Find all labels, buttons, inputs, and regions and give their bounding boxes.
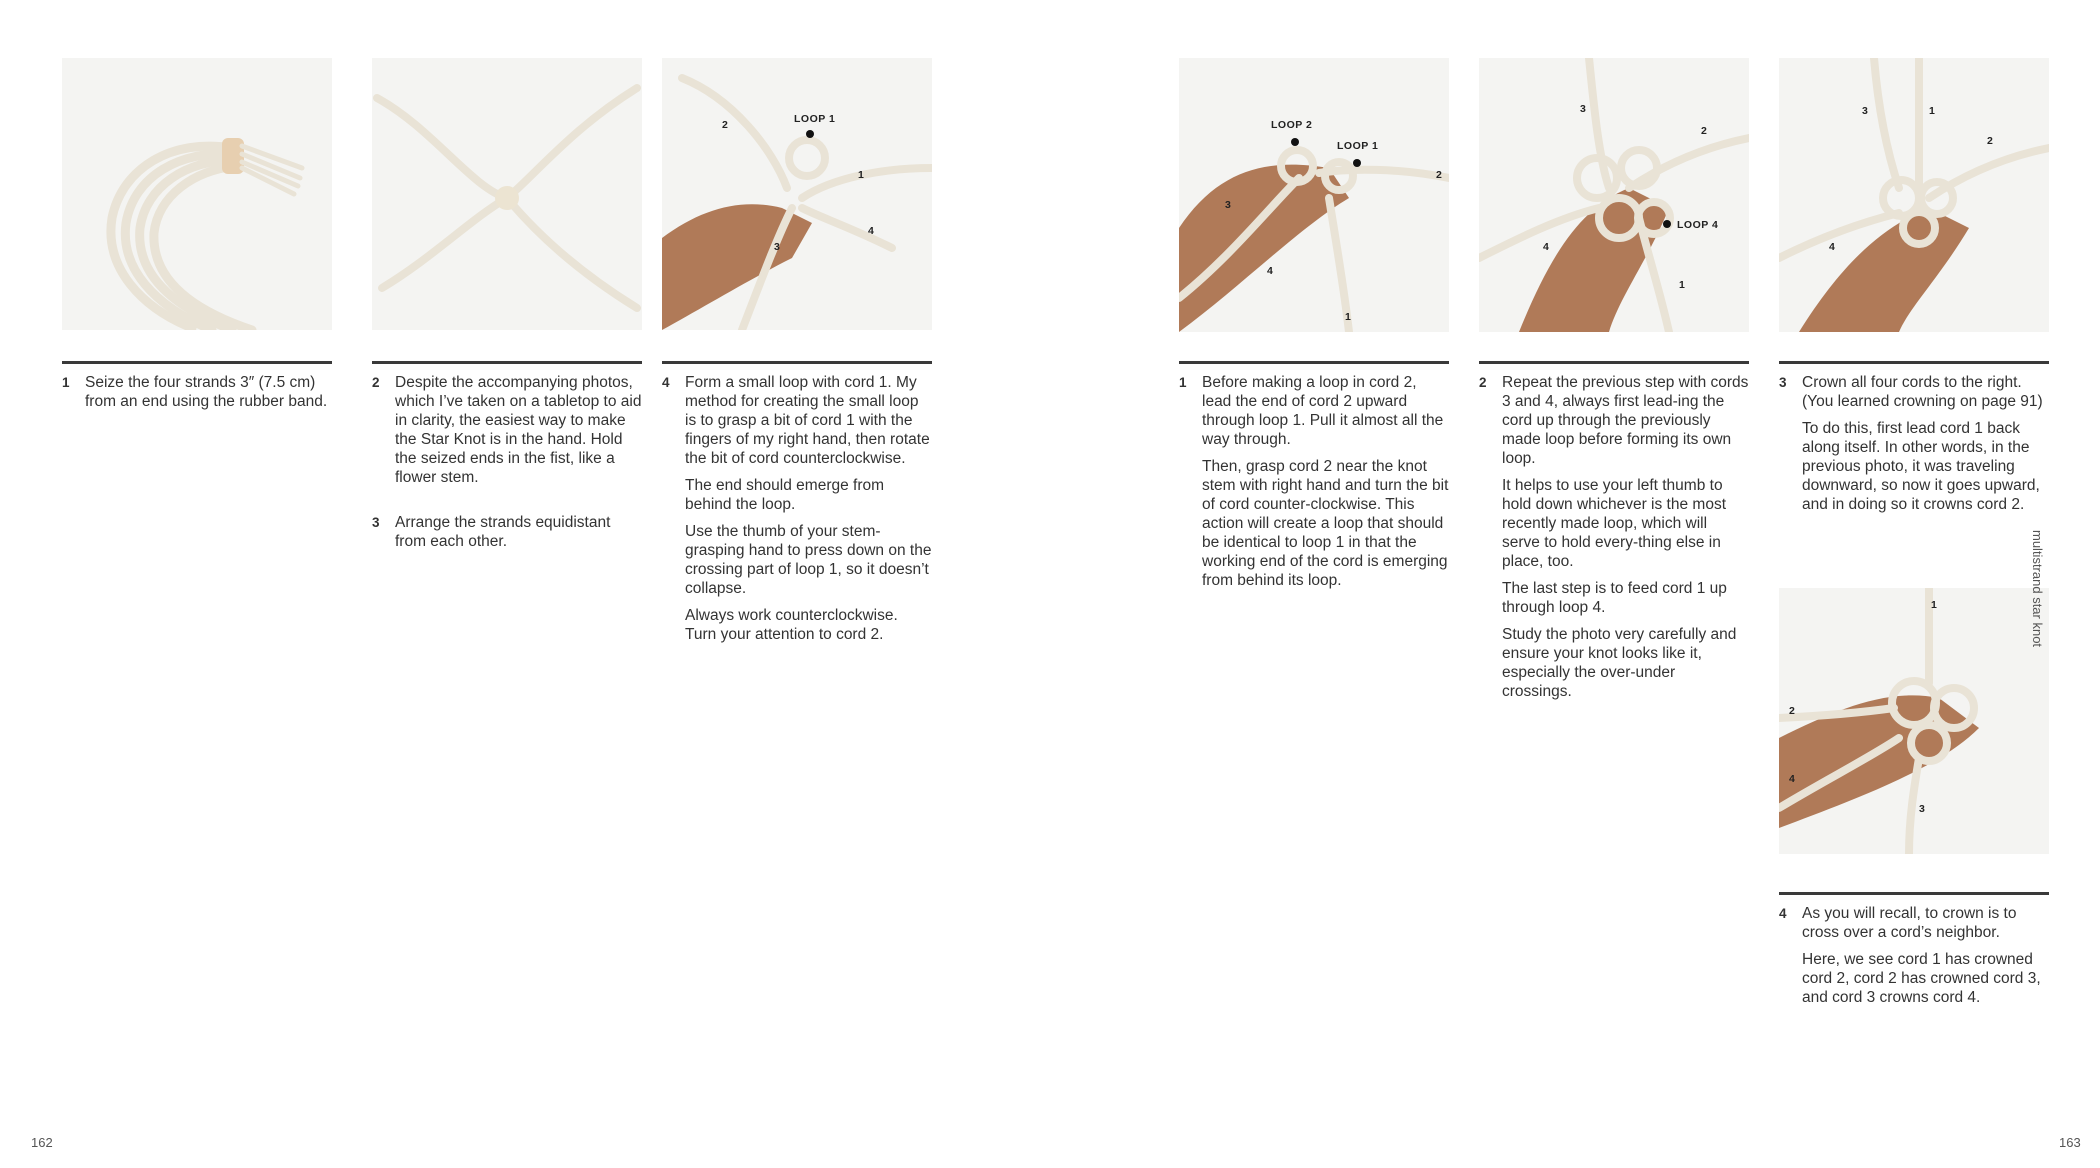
step-text: It helps to use your left thumb to hold down whichever is the most recently made loop, which will serve to hold every-thing else in place, too. [1502, 477, 1727, 570]
right-step-3-crown [1779, 373, 2049, 522]
page-number-right: 163 [2059, 1135, 2081, 1150]
photo-step-1-seized-strands [62, 58, 332, 330]
step-text: Use the thumb of your stem-grasping hand to press down on the crossing part of loop 1, so it doesn’t collapse. [685, 523, 932, 597]
photo-right-step-2-loop-four [1479, 58, 1749, 332]
divider-rule [1779, 361, 2049, 364]
step-text: The end should emerge from behind the loop. [685, 477, 885, 513]
label-loop1: LOOP 1 [1337, 140, 1379, 152]
label-cord-1: 1 [858, 169, 865, 181]
photo-right-step-4-crowned [1779, 588, 2049, 854]
step-text: To do this, first lead cord 1 back along itself. In other words, in the previous photo, it was traveling downward, so now it goes upward, and in doing so it crowns cord 2. [1802, 420, 2040, 513]
step-number: 2 [1479, 375, 1487, 390]
step-text: Always work counterclockwise. Turn your attention to cord 2. [685, 607, 898, 643]
step-number: 4 [1779, 906, 1787, 921]
right-step-4-recall [1779, 904, 2049, 1015]
running-head: multistrand star knot [2030, 530, 2045, 648]
label-cord-2: 2 [722, 119, 729, 131]
step-text: Repeat the previous step with cords 3 and 4, always first lead-ing the cord up through the previously made loop before forming its own loop. [1502, 374, 1749, 467]
divider-rule [1179, 361, 1449, 364]
step-text: As you will recall, to crown is to cross over a cord’s neighbor. [1802, 905, 2017, 941]
divider-rule [1479, 361, 1749, 364]
label-cord-4: 4 [1543, 241, 1550, 253]
label-cord-3: 3 [1580, 103, 1587, 115]
photo-right-step-1-loop-two [1179, 58, 1449, 332]
label-cord-3: 3 [1225, 199, 1232, 211]
label-cord-2: 2 [1789, 705, 1796, 717]
step-2-hold [372, 373, 642, 495]
step-number: 2 [372, 375, 380, 390]
label-cord-1: 1 [1931, 599, 1938, 611]
step-text: Study the photo very carefully and ensure your knot looks like it, especially the over-under crossings. [1502, 626, 1737, 700]
step-number: 3 [1779, 375, 1787, 390]
step-1-seize [62, 373, 332, 419]
step-number: 3 [372, 515, 380, 530]
label-cord-2: 2 [1701, 125, 1708, 137]
step-text: Here, we see cord 1 has crowned cord 2, cord 2 has crowned cord 3, and cord 3 crowns cord 4. [1802, 951, 2041, 1006]
step-3-arrange [372, 513, 642, 559]
label-cord-4: 4 [1789, 773, 1796, 785]
label-cord-1: 1 [1929, 105, 1936, 117]
label-loop1: LOOP 1 [794, 113, 836, 125]
divider-rule [662, 361, 932, 364]
label-cord-4: 4 [868, 225, 875, 237]
divider-rule [372, 361, 642, 364]
label-cord-2: 2 [1987, 135, 1994, 147]
page-number-left: 162 [31, 1135, 53, 1150]
step-text: Seize the four strands 3″ (7.5 cm) from an end using the rubber band. [85, 374, 328, 410]
label-cord-3: 3 [1919, 803, 1926, 815]
divider-rule [62, 361, 332, 364]
label-cord-4: 4 [1267, 265, 1274, 277]
divider-rule [1779, 892, 2049, 895]
label-cord-4: 4 [1829, 241, 1836, 253]
step-text: Despite the accompanying photos, which I’ve taken on a tabletop to aid in clarity, the easiest way to make the Star Knot is in the hand. Hold the seized ends in the fist, like a flower stem. [395, 374, 642, 486]
step-text: Before making a loop in cord 2, lead the end of cord 2 upward through loop 1. Pull it almost all the way through. [1202, 374, 1444, 448]
label-cord-2: 2 [1436, 169, 1443, 181]
step-text: Form a small loop with cord 1. My method for creating the small loop is to grasp a bit of cord 1 with the fingers of my right hand, then rotate the bit of cord counterclockwise. [685, 374, 930, 467]
label-cord-1: 1 [1679, 279, 1686, 291]
step-number: 1 [62, 375, 70, 390]
right-step-2-repeat [1479, 373, 1749, 709]
step-number: 1 [1179, 375, 1187, 390]
step-text: Then, grasp cord 2 near the knot stem with right hand and turn the bit of cord counter-clockwise. This action will create a loop that should be identical to loop 1 in that the working end of the cord is emerging from behind its loop. [1202, 458, 1449, 589]
label-cord-3: 3 [1862, 105, 1869, 117]
step-number: 4 [662, 375, 670, 390]
step-text: Crown all four cords to the right. (You learned crowning on page 91) [1802, 374, 2043, 410]
label-loop4: LOOP 4 [1677, 219, 1719, 231]
step-text: The last step is to feed cord 1 up through loop 4. [1502, 580, 1727, 616]
step-4-form-loop [662, 373, 932, 652]
label-cord-1: 1 [1345, 311, 1352, 323]
label-cord-3: 3 [774, 241, 781, 253]
photo-right-step-3-crown [1779, 58, 2049, 332]
label-loop2: LOOP 2 [1271, 119, 1313, 131]
photo-step-4-loop-one [662, 58, 932, 330]
step-text: Arrange the strands equidistant from each other. [395, 514, 611, 550]
right-step-1-loop-cord-2 [1179, 373, 1449, 598]
photo-step-2-3-arranged-strands [372, 58, 642, 330]
